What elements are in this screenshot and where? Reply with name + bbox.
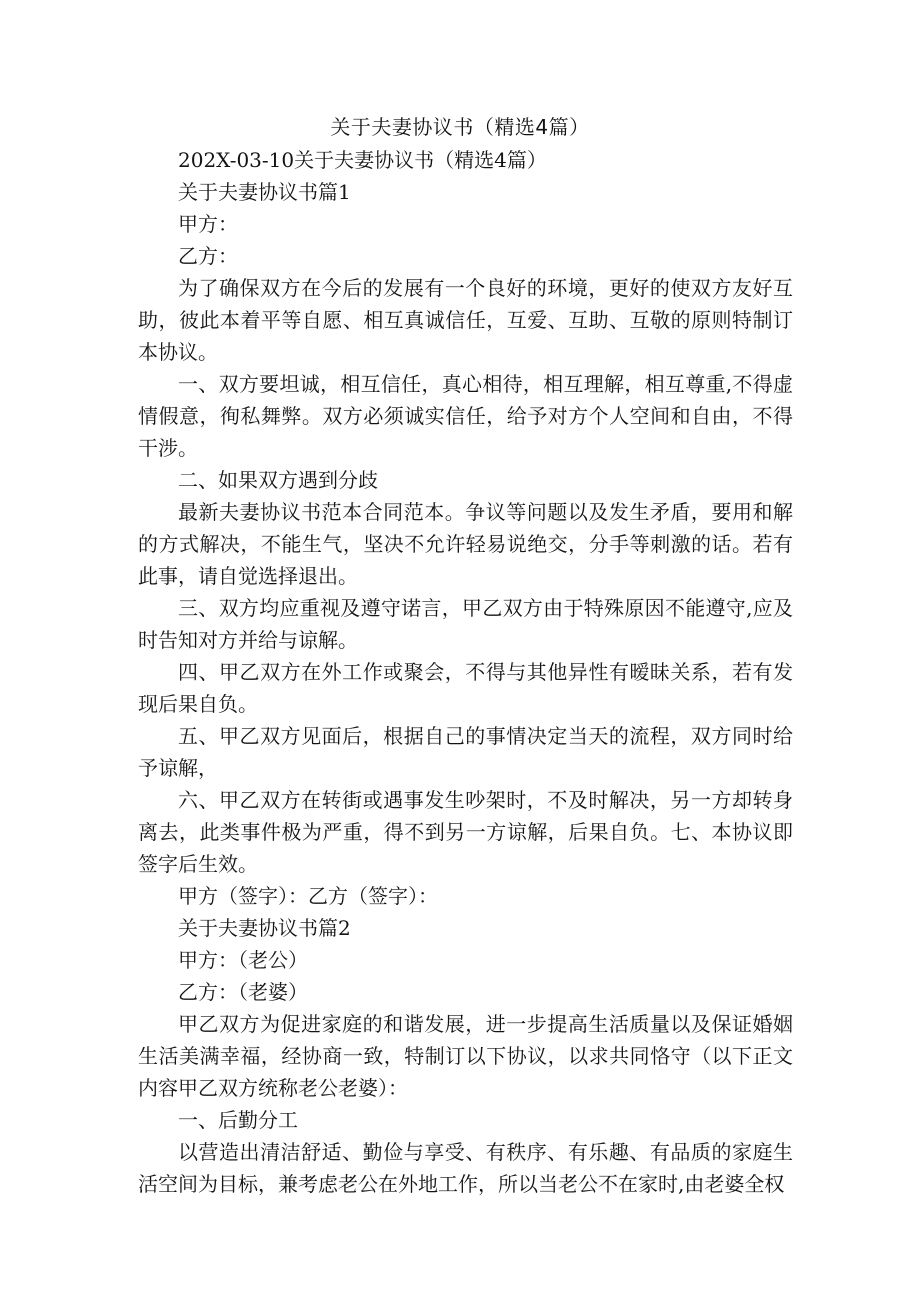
- paragraph-section-heading-2: 关于夫妻协议书篇2: [178, 916, 351, 940]
- paragraph-preamble: 为了确保双方在今后的发展有一个良好的环境，更好的使双方友好互助，彼此本着平等自愿、相互真诚信任，互爱、互助、互敬的原则特制订本协议。: [138, 276, 793, 364]
- paragraph-party-a: 甲方：: [178, 212, 238, 236]
- paragraph-clause-3: 三、双方均应重视及遵守诺言，甲乙双方由于特殊原因不能遵守,应及时告知对方并给与谅解。: [138, 596, 793, 652]
- document-title: 关于夫妻协议书（精选4篇）: [330, 115, 590, 139]
- paragraph-logistics-heading: 一、后勤分工: [178, 1108, 298, 1132]
- paragraph-clause-5: 五、甲乙双方见面后，根据自己的事情决定当天的流程，双方同时给予谅解，: [138, 724, 793, 780]
- paragraph-party-b: 乙方：: [178, 244, 238, 268]
- paragraph-clause-6: 六、甲乙双方在转街或遇事发生吵架时，不及时解决，另一方却转身离去，此类事件极为严重，得不到另一方谅解，后果自负。七、本协议即签字后生效。: [138, 788, 793, 876]
- paragraph-preamble-2: 甲乙双方为促进家庭的和谐发展，进一步提高生活质量以及保证婚姻生活美满幸福，经协商一致，特制订以下协议，以求共同恪守（以下正文内容甲乙双方统称老公老婆）：: [138, 1012, 793, 1100]
- paragraph-section-heading-1: 关于夫妻协议书篇1: [178, 180, 351, 204]
- paragraph-clause-2-heading: 二、如果双方遇到分歧: [178, 468, 378, 492]
- paragraph-signatures: 甲方（签字）：乙方（签字）：: [178, 884, 438, 908]
- paragraph-party-a-husband: 甲方：（老公）: [178, 948, 308, 972]
- paragraph-clause-1: 一、双方要坦诚，相互信任，真心相待，相互理解，相互尊重,不得虚情假意，徇私舞弊。双方必须诚实信任，给予对方个人空间和自由，不得干涉。: [138, 372, 793, 460]
- paragraph-clause-4: 四、甲乙双方在外工作或聚会，不得与其他异性有暧昧关系，若有发现后果自负。: [138, 660, 793, 716]
- paragraph-logistics-body: 以营造出清洁舒适、勤俭与享受、有秩序、有乐趣、有品质的家庭生活空间为目标，兼考虑老公在外地工作，所以当老公不在家时,由老婆全权: [138, 1140, 793, 1196]
- paragraph-clause-2-body: 最新夫妻协议书范本合同范本。争议等问题以及发生矛盾，要用和解的方式解决，不能生气，坚决不允许轻易说绝交，分手等刺激的话。若有此事，请自觉选择退出。: [138, 500, 793, 588]
- paragraph-party-b-wife: 乙方：（老婆）: [178, 980, 308, 1004]
- paragraph-date-line: 202X-03-10关于夫妻协议书（精选4篇）: [178, 148, 547, 172]
- document-body: [138, 144, 793, 1200]
